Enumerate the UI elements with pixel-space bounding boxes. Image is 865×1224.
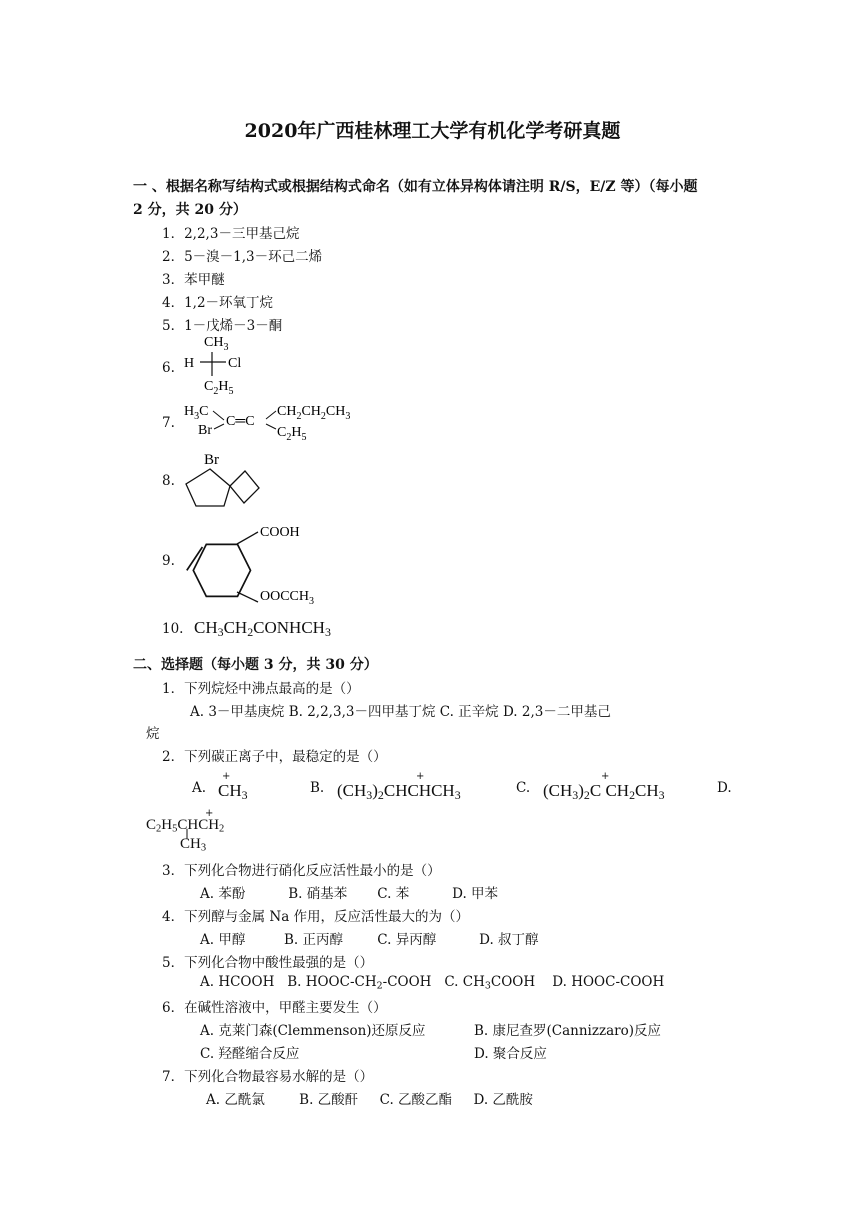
section1-heading-line2: 2 分，共 20 分） — [133, 202, 247, 218]
s2-q5-stem: 5．下列化合物中酸性最强的是（） — [162, 955, 374, 971]
s2-q2-b-label: B. — [310, 780, 325, 796]
charge-d: + — [205, 808, 214, 819]
charge-a: + — [222, 771, 231, 782]
s2-q6-option-a: A. 克莱门森(Clemmenson)还原反应 — [200, 1023, 426, 1039]
s1-item-2: 2．5－溴－1,3－环己二烯 — [162, 249, 323, 265]
s1-q10-number: 10. — [162, 621, 184, 637]
spiro-br: Br — [204, 452, 219, 468]
s1-q10-formula: $CH_3CH_2CONHCH_3$ — [194, 618, 331, 639]
s1-q6-number: 6. — [162, 360, 175, 376]
charge-c: + — [601, 771, 610, 782]
alkene-center: C═C — [226, 414, 255, 429]
fischer-bottom: $C_2H_5$ — [204, 379, 234, 397]
s2-q7-options: A. 乙酰氯 B. 乙酸酐 C. 乙酸乙酯 D. 乙酰胺 — [206, 1092, 533, 1108]
s2-q6-option-c: C. 羟醛缩合反应 — [200, 1046, 300, 1062]
section1-heading-line1: 一 、根据名称写结构式或根据结构式命名（如有立体异构体请注明 R/S，E/Z 等）（每小题 — [133, 179, 698, 195]
s2-q6-option-d: D. 聚合反应 — [474, 1046, 547, 1062]
alkene-upper-left: $H_3C$ — [184, 404, 209, 422]
s2-q2-b-formula: $(CH_3)_2CHCHCH_3$ — [337, 781, 461, 802]
benzene-bottom-group: $OOCCH_3$ — [260, 589, 315, 606]
s2-q2-d-formula-bottom: $CH_3$ — [180, 836, 207, 854]
fischer-right: Cl — [228, 356, 242, 371]
fischer-left: H — [184, 356, 195, 371]
s2-q6-stem: 6．在碱性溶液中，甲醛主要发生（） — [162, 1000, 387, 1016]
s1-item-3: 3．苯甲醚 — [162, 272, 225, 288]
s2-q1-options: A. 3－甲基庚烷 B. 2,2,3,3－四甲基丁烷 C. 正辛烷 D. 2,3－二甲基己 — [190, 704, 611, 720]
alkene-lower-left: Br — [198, 423, 212, 438]
page-title: 2020年广西桂林理工大学有机化学考研真题 — [244, 120, 621, 142]
s2-q7-stem: 7．下列化合物最容易水解的是（） — [162, 1069, 374, 1085]
s1-q9-number: 9. — [162, 553, 175, 569]
section2-heading: 二、选择题（每小题 3 分，共 30 分） — [133, 657, 378, 673]
s1-q8-number: 8. — [162, 473, 175, 489]
s2-q2-d-formula-top: $C_2H_5CHCH_2$ — [146, 817, 225, 835]
s2-q4-options: A. 甲醇 B. 正丙醇 C. 异丙醇 D. 叔丁醇 — [200, 932, 539, 948]
s2-q5-options: A. HCOOH B. HOOC-$CH_2$-COOH C. $CH_3COOH$ D. HOOC-COOH — [200, 974, 665, 992]
s2-q2-c-label: C. — [516, 780, 531, 796]
s2-q4-stem: 4．下列醇与金属 Na 作用，反应活性最大的为（） — [162, 909, 470, 925]
s2-q2-a-label: A. — [192, 780, 207, 796]
s2-q2-stem: 2．下列碳正离子中，最稳定的是（） — [162, 749, 387, 765]
s2-q1-options-wrap: 烷 — [146, 726, 160, 742]
benzene-top-group: COOH — [260, 525, 300, 540]
s1-q7-number: 7. — [162, 415, 175, 431]
charge-b: + — [416, 771, 425, 782]
s1-item-1: 1．2,2,3－三甲基己烷 — [162, 226, 300, 242]
s2-q3-stem: 3．下列化合物进行硝化反应活性最小的是（） — [162, 863, 441, 879]
alkene-structure — [180, 398, 380, 444]
s1-item-5: 5．1－戊烯－3－酮 — [162, 318, 283, 334]
s2-q2-d-label: D. — [717, 780, 732, 796]
s2-q3-options: A. 苯酚 B. 硝基苯 C. 苯 D. 甲苯 — [200, 886, 499, 902]
spiro-structure — [180, 446, 270, 508]
benzene-structure — [180, 514, 330, 606]
s2-q2-a-formula: $CH_3$ — [218, 781, 248, 802]
s1-item-4: 4．1,2－环氧丁烷 — [162, 295, 274, 311]
alkene-lower-right: $C_2H_5$ — [277, 425, 307, 443]
fischer-top: $CH_3$ — [204, 335, 229, 353]
fischer-projection — [180, 332, 260, 398]
s2-q2-c-formula: $(CH_3)_2C$ $CH_2CH_3$ — [543, 781, 665, 802]
s2-q6-option-b: B. 康尼查罗(Cannizzaro)反应 — [474, 1023, 661, 1039]
alkene-upper-right: $CH_2CH_2CH_3$ — [277, 404, 351, 422]
s2-q1-stem: 1．下列烷烃中沸点最高的是（） — [162, 681, 360, 697]
